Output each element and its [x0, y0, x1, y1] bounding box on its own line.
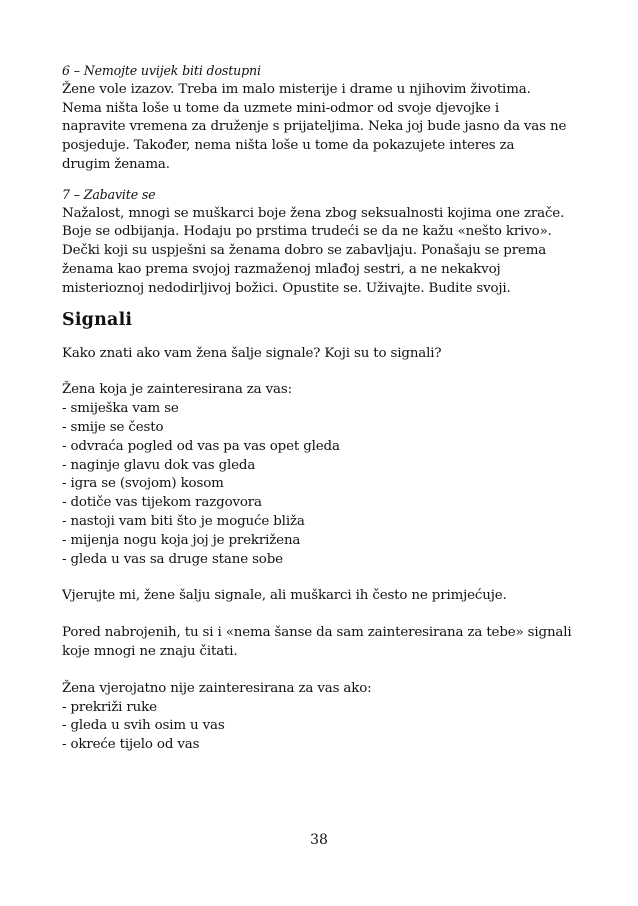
page-number: 38 — [310, 832, 328, 848]
paragraph-line: ženama kao prema svojoj razmaženoj mlađoj sestri, a ne nekakvoj — [62, 261, 501, 277]
list-item: - okreće tijelo od vas — [62, 737, 200, 753]
section-7-text — [62, 205, 582, 299]
paragraph-line: Pored nabrojenih, tu si i «nema šanse da sam zainteresirana za tebe» signali — [62, 625, 572, 641]
not-interested-intro: Žena vjerojatno nije zainteresirana za vas ako: — [62, 680, 372, 696]
paragraph-line: Boje se odbijanja. Hodaju po prstima trudeći se da ne kažu «nešto krivo». — [62, 224, 552, 240]
signals-question: Kako znati ako vam žena šalje signale? Koji su to signali? — [62, 345, 442, 361]
interested-intro: Žena koja je zainteresirana za vas: — [62, 382, 292, 398]
paragraph-line: Nažalost, mnogi se muškarci boje žena zbog seksualnosti kojima one zrače. — [62, 205, 565, 221]
paragraph-line: posjeduje. Također, nema ništa loše u tome da pokazujete interes za — [62, 138, 515, 154]
list-item: - igra se (svojom) kosom — [62, 476, 224, 492]
paragraph-line: Nema ništa loše u tome da uzmete mini-odmor od svoje djevojke i — [62, 100, 499, 116]
paragraph-line: Žene vole izazov. Treba im malo misterije i drame u njihovim životima. — [62, 81, 531, 97]
page-body — [62, 62, 582, 755]
signals-heading: Signali — [62, 309, 133, 330]
list-item: - dotiče vas tijekom razgovora — [62, 495, 262, 511]
believe-paragraph: Vjerujte mi, žene šalju signale, ali muškarci ih često ne primjećuje. — [62, 588, 507, 604]
paragraph-line: Dečki koji su uspješni sa ženama dobro se zabavljaju. Ponašaju se prema — [62, 243, 547, 259]
section-6-title: 6 – Nemojte uvijek biti dostupni — [62, 63, 261, 78]
list-item: - nastoji vam biti što je moguće bliža — [62, 513, 305, 529]
paragraph-line: koje mnogi ne znaju čitati. — [62, 643, 238, 659]
list-item: - gleda u svih osim u vas — [62, 718, 225, 734]
not-interested-list — [62, 699, 582, 755]
list-item: - odvraća pogled od vas pa vas opet gleda — [62, 438, 340, 454]
list-item: - naginje glavu dok vas gleda — [62, 457, 256, 473]
paragraph-line: napravite vremena za druženje s prijateljima. Neka joj bude jasno da vas ne — [62, 119, 567, 135]
list-item: - prekriži ruke — [62, 699, 157, 715]
interested-list — [62, 400, 582, 569]
list-item: - gleda u vas sa druge stane sobe — [62, 551, 283, 567]
list-item: - mijenja nogu koja joj je prekrižena — [62, 532, 301, 548]
section-6-text — [62, 81, 582, 175]
paragraph-line: misterioznoj nedodirljivoj božici. Opustite se. Uživajte. Budite svoji. — [62, 280, 511, 296]
paragraph-line: drugim ženama. — [62, 156, 170, 172]
section-7-title: 7 – Zabavite se — [62, 186, 156, 202]
besides-paragraph — [62, 624, 582, 662]
list-item: - smiješka vam se — [62, 401, 179, 417]
list-item: - smije se često — [62, 419, 164, 435]
